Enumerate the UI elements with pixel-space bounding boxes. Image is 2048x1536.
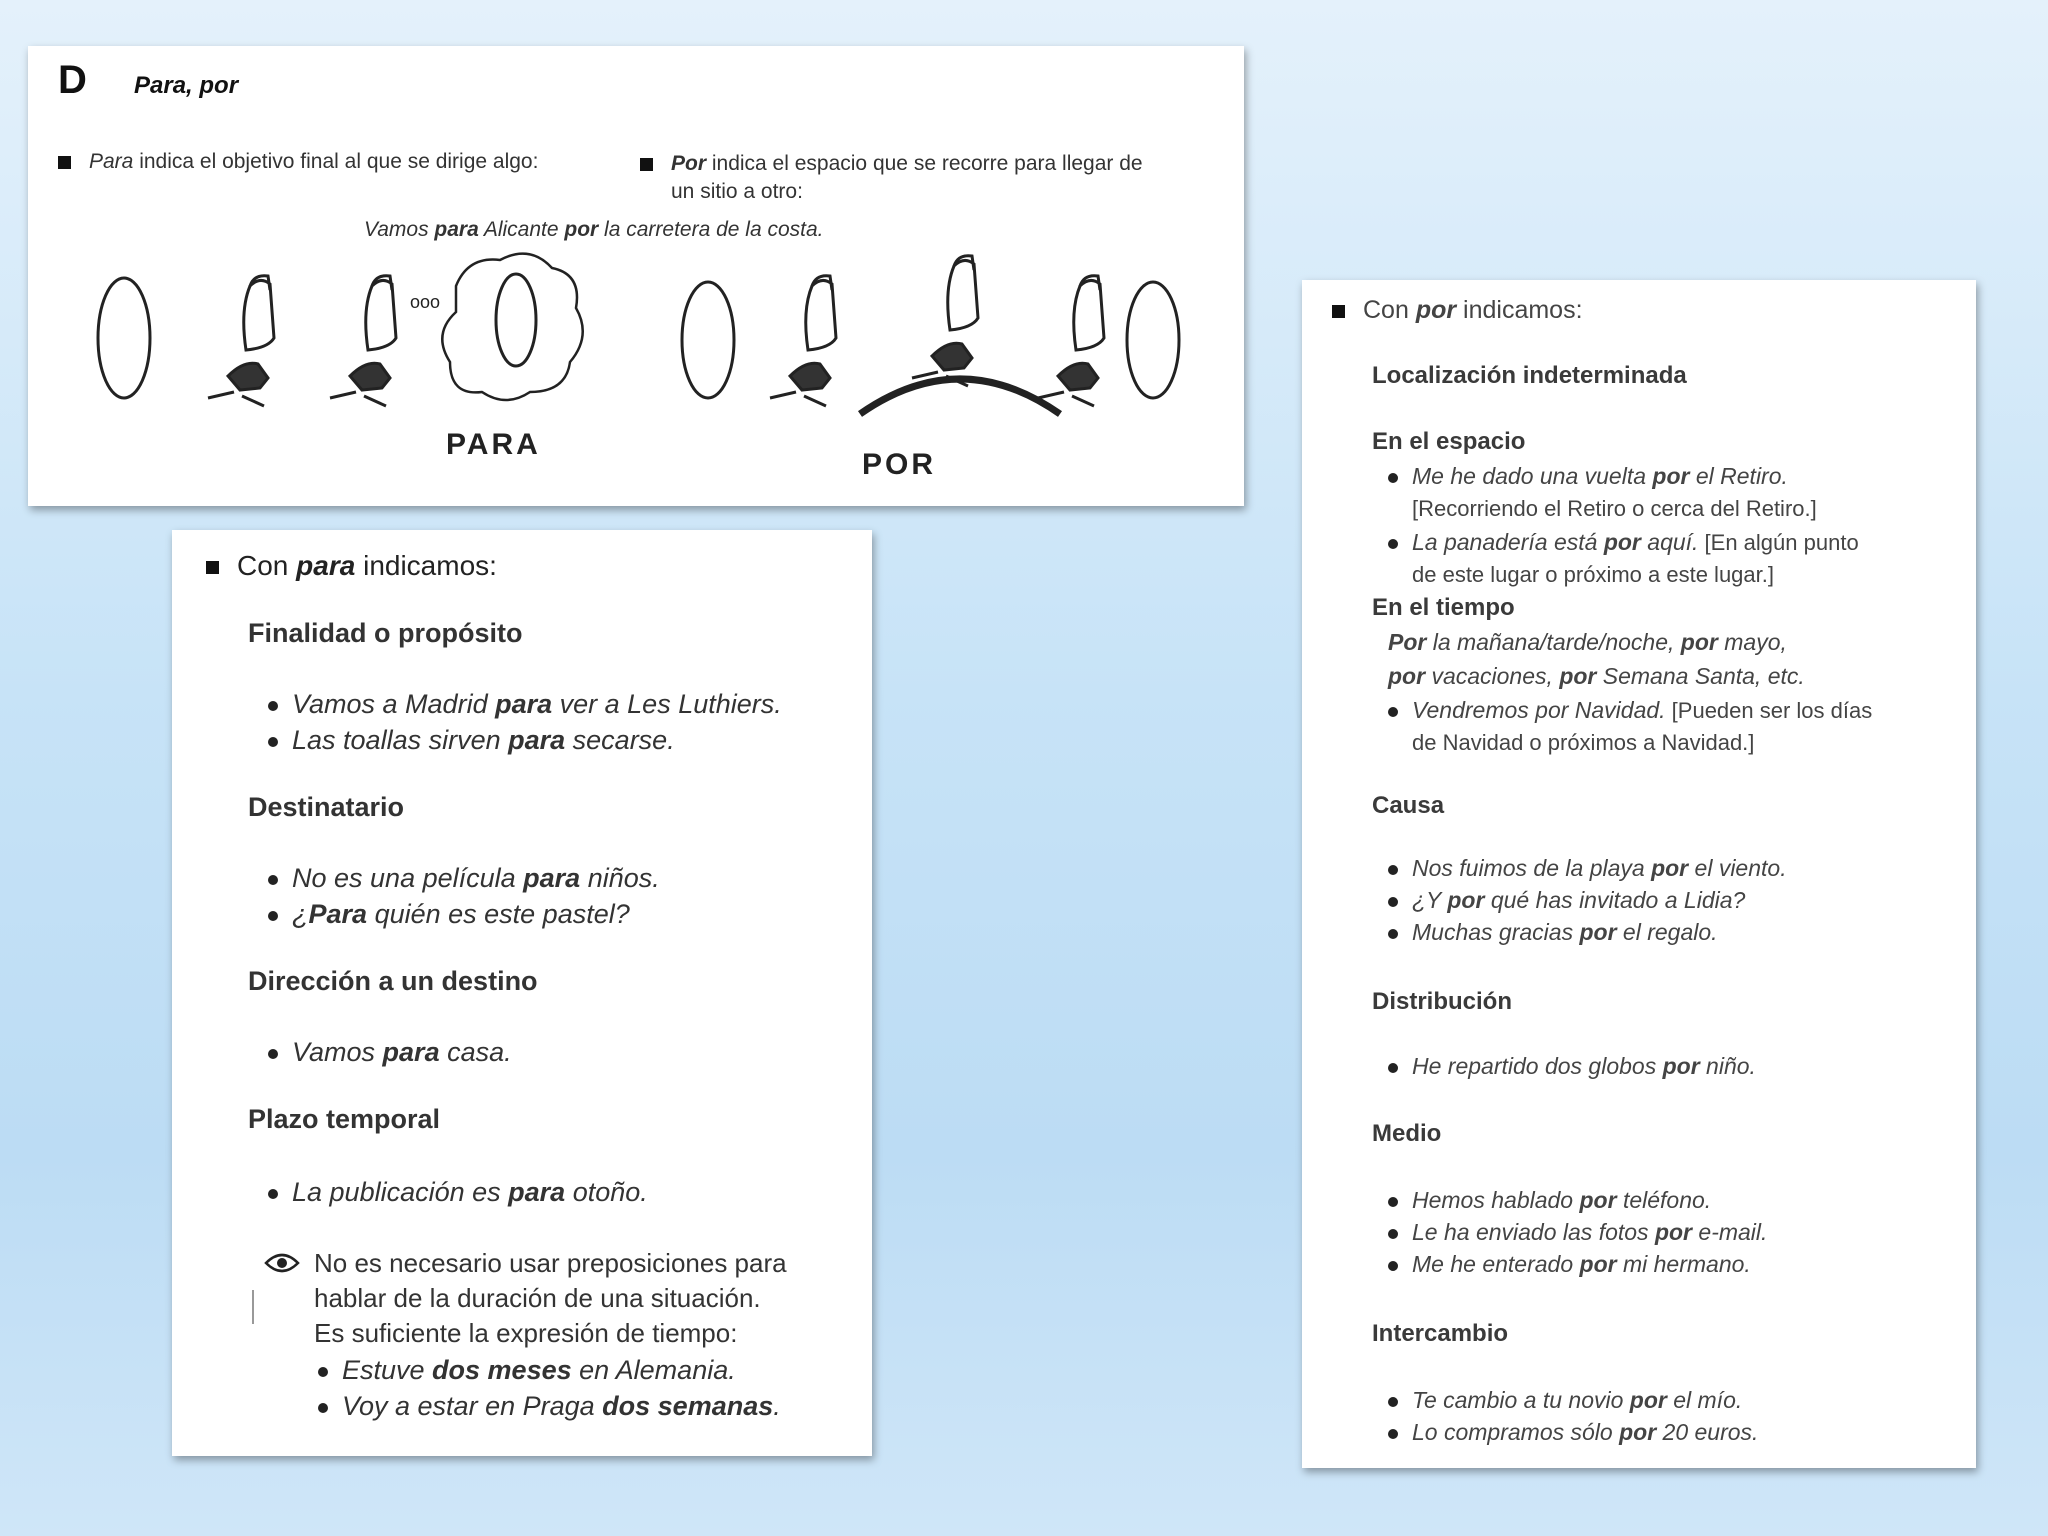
- item-text: La publicación es: [292, 1177, 509, 1207]
- end-ring-icon: [1127, 282, 1179, 398]
- walker-figure-icon: [912, 256, 978, 386]
- subsection-heading: En el espacio: [1372, 428, 1526, 455]
- item-keyword: para: [382, 1037, 440, 1067]
- item-text: en Alemania.: [571, 1355, 736, 1385]
- bullet-square-icon: [206, 561, 219, 574]
- item-text: .: [773, 1391, 781, 1421]
- section-heading: Destinatario: [248, 792, 405, 822]
- intro-text: Con: [1363, 296, 1416, 324]
- item-text: Lo compramos sólo: [1412, 1419, 1620, 1445]
- item-keyword: por: [1651, 855, 1689, 881]
- note-line: hablar de la duración de una situación.: [314, 1283, 761, 1313]
- note-line: No es necesario usar preposiciones para: [314, 1248, 787, 1278]
- item-text: ¿Y: [1412, 887, 1448, 913]
- walker-figure-icon: [770, 276, 836, 406]
- list-item: [1388, 694, 1872, 727]
- walker-figure-icon: [1038, 276, 1104, 406]
- arc-path-icon: [860, 379, 1060, 414]
- item-keyword: por: [1579, 1251, 1617, 1277]
- walker-figure-icon: [208, 276, 274, 406]
- item-text: Me he dado una vuelta: [1412, 463, 1653, 489]
- bullet-dot-icon: [268, 737, 278, 747]
- item-note: de este lugar o próximo a este lugar.]: [1412, 562, 1774, 587]
- bullet-dot-icon: [1388, 1261, 1398, 1271]
- bullet-dot-icon: [1388, 1429, 1398, 1439]
- item-text: La panadería está: [1412, 529, 1604, 555]
- list-item: [268, 1034, 512, 1070]
- item-text: qué has invitado a Lidia?: [1484, 887, 1746, 913]
- bullet-square-icon: [1332, 305, 1345, 318]
- bullet-dot-icon: [1388, 539, 1398, 549]
- bullet-dot-icon: [268, 1049, 278, 1059]
- item-keyword: por: [1447, 887, 1485, 913]
- item-text: e-mail.: [1692, 1219, 1768, 1245]
- item-keyword: dos semanas: [602, 1391, 774, 1421]
- list-item: [1388, 1216, 1767, 1249]
- item-text: Estuve: [342, 1355, 433, 1385]
- item-text: Vendremos por Navidad.: [1412, 697, 1666, 723]
- item-keyword: para: [508, 725, 566, 755]
- item-keyword: Por: [1388, 629, 1427, 655]
- item-keyword: por: [1680, 629, 1718, 655]
- por-illustration: [648, 246, 1208, 436]
- example-part: Vamos: [364, 218, 435, 241]
- list-item: [268, 896, 630, 932]
- para-por-intro-card: [28, 46, 1244, 506]
- list-item: [1388, 916, 1718, 949]
- example-keyword: por: [564, 218, 599, 241]
- section-heading: Distribución: [1372, 988, 1513, 1015]
- start-ring-icon: [682, 282, 734, 398]
- item-keyword: para: [508, 1177, 566, 1207]
- por-definition: [640, 150, 1143, 206]
- bullet-dot-icon: [1388, 1197, 1398, 1207]
- item-text: niños.: [580, 863, 660, 893]
- list-item: [268, 1174, 648, 1210]
- item-note: [Pueden ser los días: [1665, 698, 1873, 723]
- item-text: Nos fuimos de la playa: [1412, 855, 1652, 881]
- item-text: Vamos a Madrid: [292, 689, 496, 719]
- item-keyword: Para: [308, 899, 368, 929]
- item-keyword: para: [495, 689, 553, 719]
- section-heading: Dirección a un destino: [248, 966, 538, 996]
- section-heading: Finalidad o propósito: [248, 618, 523, 648]
- example-part: Alicante: [478, 218, 565, 241]
- para-definition-text: indica el objetivo final al que se dirige algo:: [133, 150, 539, 173]
- item-text: teléfono.: [1616, 1187, 1712, 1213]
- item-keyword: por: [1654, 1219, 1693, 1245]
- para-illustration: [78, 246, 638, 426]
- example-part: la carretera de la costa.: [598, 218, 824, 241]
- item-text: Semana Santa, etc.: [1596, 663, 1805, 689]
- bullet-dot-icon: [1388, 707, 1398, 717]
- item-text: He repartido dos globos: [1412, 1053, 1663, 1079]
- item-text: mi hermano.: [1616, 1251, 1751, 1277]
- note-line: Es suficiente la expresión de tiempo:: [314, 1318, 738, 1348]
- item-text: 20 euros.: [1656, 1419, 1759, 1445]
- item-keyword: dos meses: [432, 1355, 572, 1385]
- walker-figure-icon: [330, 276, 396, 406]
- por-keyword: Por: [671, 152, 707, 175]
- start-ring-icon: [98, 278, 150, 398]
- para-label: PARA: [446, 428, 541, 461]
- list-item: [1388, 1248, 1751, 1281]
- divider: [252, 1290, 254, 1324]
- thought-bubble-dots: ooo: [410, 292, 441, 312]
- item-note: [En algún punto: [1698, 530, 1859, 555]
- section-heading: Plazo temporal: [248, 1104, 441, 1134]
- item-text: secarse.: [565, 725, 675, 755]
- para-definition: [58, 148, 538, 176]
- intro-keyword: para: [296, 550, 356, 581]
- bullet-dot-icon: [1388, 473, 1398, 483]
- list-item: [318, 1388, 781, 1424]
- item-text: otoño.: [565, 1177, 648, 1207]
- bullet-dot-icon: [268, 875, 278, 885]
- eye-icon: [264, 1252, 300, 1274]
- list-item: [268, 722, 675, 758]
- por-uses-card: [1302, 280, 1976, 1468]
- para-uses-card: [172, 530, 872, 1456]
- item-text: niño.: [1699, 1053, 1756, 1079]
- item-text: Te cambio a tu novio: [1412, 1387, 1630, 1413]
- list-item: [268, 860, 660, 896]
- item-keyword: por: [1652, 463, 1690, 489]
- item-text: el mío.: [1666, 1387, 1743, 1413]
- list-item: [268, 686, 782, 722]
- item-text: ¿: [292, 899, 309, 929]
- section-title: Para, por: [134, 72, 239, 99]
- item-keyword: por: [1662, 1053, 1700, 1079]
- item-keyword: para: [523, 863, 581, 893]
- goal-ring-icon: [496, 274, 536, 366]
- item-text: Vamos: [292, 1037, 383, 1067]
- item-keyword: por: [1579, 919, 1617, 945]
- list-item: [1388, 884, 1745, 917]
- example-sentence: [364, 216, 824, 244]
- bullet-dot-icon: [1388, 929, 1398, 939]
- item-text: Le ha enviado las fotos: [1412, 1219, 1655, 1245]
- bullet-dot-icon: [268, 701, 278, 711]
- example-keyword: para: [434, 218, 479, 241]
- list-item: [1388, 1050, 1756, 1083]
- item-text: Voy a estar en Praga: [342, 1391, 603, 1421]
- list-item: [1388, 1384, 1742, 1417]
- item-keyword: por: [1603, 529, 1641, 555]
- section-letter: D: [58, 58, 87, 102]
- item-note: [Recorriendo el Retiro o cerca del Retiro.]: [1412, 496, 1817, 521]
- item-text: ver a Les Luthiers.: [552, 689, 782, 719]
- bullet-dot-icon: [318, 1367, 328, 1377]
- tiempo-examples: [1388, 626, 1787, 659]
- por-definition-text-2: un sitio a otro:: [671, 180, 803, 203]
- item-text: aquí.: [1640, 529, 1699, 555]
- item-text: casa.: [439, 1037, 512, 1067]
- bullet-dot-icon: [1388, 865, 1398, 875]
- item-text: Me he enterado: [1412, 1251, 1580, 1277]
- list-item: [318, 1352, 736, 1388]
- list-item: [1388, 852, 1787, 885]
- item-text: mayo,: [1717, 629, 1787, 655]
- bullet-square-icon: [640, 158, 653, 171]
- item-text: la mañana/tarde/noche,: [1426, 629, 1681, 655]
- item-text: No es una película: [292, 863, 524, 893]
- bullet-square-icon: [58, 156, 71, 169]
- intro-text: indicamos:: [1456, 296, 1583, 324]
- section-heading: Intercambio: [1372, 1320, 1509, 1347]
- item-note: de Navidad o próximos a Navidad.]: [1412, 730, 1755, 755]
- list-item: [1388, 1416, 1758, 1449]
- item-keyword: por: [1559, 663, 1597, 689]
- para-keyword: Para: [89, 150, 134, 173]
- intro-text: Con: [237, 550, 297, 581]
- item-keyword: por: [1579, 1187, 1617, 1213]
- note-text: [314, 1246, 787, 1351]
- section-heading: Localización indeterminada: [1372, 362, 1687, 389]
- por-definition-text: indica el espacio que se recorre para llegar de: [706, 152, 1143, 175]
- item-text: quién es este pastel?: [367, 899, 630, 929]
- bullet-dot-icon: [1388, 1063, 1398, 1073]
- item-keyword: por: [1619, 1419, 1657, 1445]
- item-text: Las toallas sirven: [292, 725, 509, 755]
- bullet-dot-icon: [1388, 897, 1398, 907]
- bullet-dot-icon: [268, 911, 278, 921]
- subsection-heading: En el tiempo: [1372, 594, 1515, 621]
- por-intro: [1332, 296, 1583, 325]
- item-keyword: por: [1388, 663, 1426, 689]
- item-keyword: por: [1629, 1387, 1667, 1413]
- item-text: Hemos hablado: [1412, 1187, 1580, 1213]
- list-item: [1388, 1184, 1711, 1217]
- para-intro: [206, 550, 497, 582]
- bullet-dot-icon: [1388, 1397, 1398, 1407]
- bullet-dot-icon: [268, 1189, 278, 1199]
- por-label: POR: [862, 448, 937, 481]
- list-item: [1388, 526, 1859, 559]
- intro-text: indicamos:: [355, 550, 497, 581]
- item-text: el Retiro.: [1689, 463, 1788, 489]
- item-text: Muchas gracias: [1412, 919, 1580, 945]
- item-text: el regalo.: [1616, 919, 1718, 945]
- section-heading: Causa: [1372, 792, 1445, 819]
- section-heading: Medio: [1372, 1120, 1442, 1147]
- bullet-dot-icon: [318, 1403, 328, 1413]
- intro-keyword: por: [1415, 296, 1457, 324]
- list-item: [1388, 460, 1788, 493]
- tiempo-examples: [1388, 660, 1805, 693]
- item-text: vacaciones,: [1425, 663, 1560, 689]
- item-text: el viento.: [1688, 855, 1787, 881]
- bullet-dot-icon: [1388, 1229, 1398, 1239]
